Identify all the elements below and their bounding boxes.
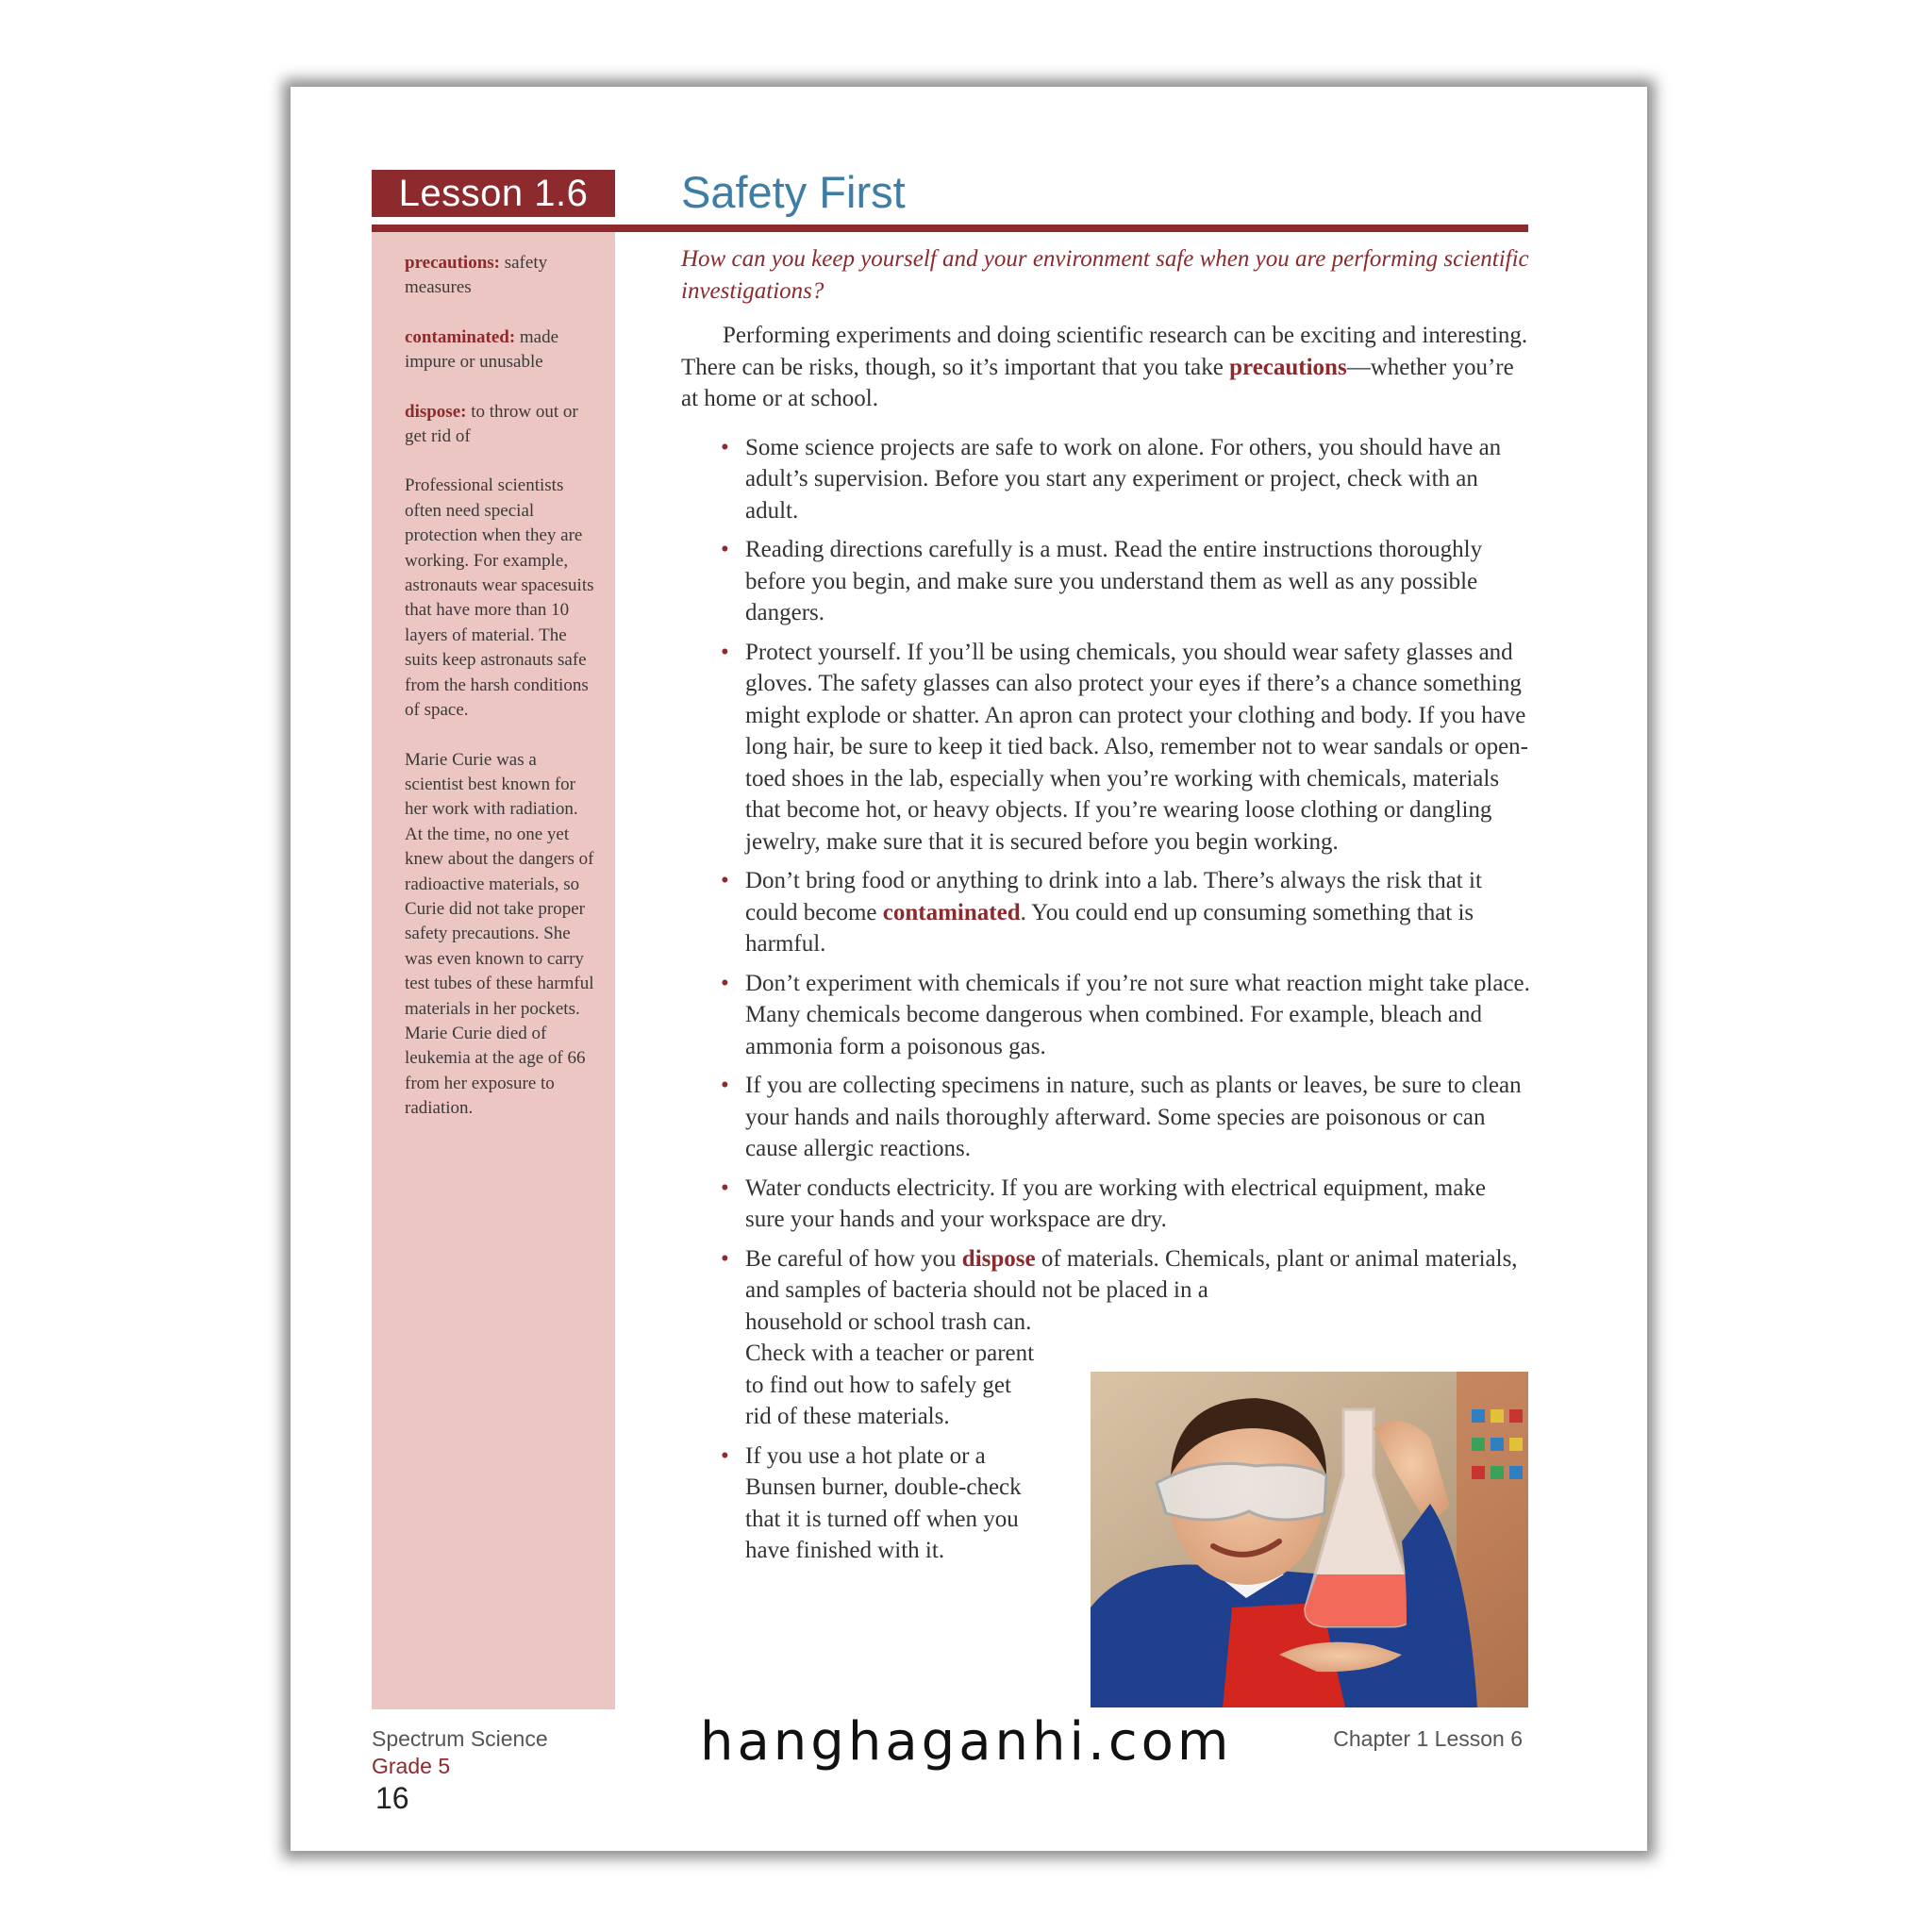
workbook-page <box>291 87 1647 1851</box>
list-item: • If you use a hot plate or a Bunsen burner, double-check that it is turned off when you have finished with it. <box>745 1441 1038 1567</box>
vocab-term: precautions <box>1229 354 1347 380</box>
list-item: • Don’t experiment with chemicals if you’re not sure what reaction might take place. Many chemicals become dangerous when combined. For example, bleach and ammonia form a poisonous gas. <box>745 968 1530 1063</box>
lesson-question: How can you keep yourself and your environment safe when you are performing scientific investigations? <box>681 246 1529 304</box>
definition-dispose <box>405 400 594 450</box>
page-number: 16 <box>375 1781 409 1815</box>
intro-paragraph <box>681 320 1530 415</box>
grade-label: Grade 5 <box>372 1754 451 1778</box>
list-item <box>745 865 1530 960</box>
definition-term: dispose: <box>405 401 467 422</box>
definition-text: safety measures <box>405 253 548 298</box>
vocabulary-sidebar <box>372 232 615 1709</box>
sidebar-note-astronauts: Professional scientists often need special protection when they are working. For example, astronauts wear spacesuits that have more than 10 layers of material. The suits keep astronauts safe from the harsh conditions of space. <box>405 475 594 721</box>
definition-term: precautions: <box>405 253 500 273</box>
definition-text: made impure or unusable <box>405 326 559 373</box>
title-rule <box>372 225 1528 232</box>
watermark-text: hanghaganhi.com <box>700 1711 1233 1773</box>
intro-text: Performing experiments and doing scientific research can be exciting and interesting. There can be risks, though, so it’s important that you take <box>681 323 1528 380</box>
list-item: • Reading directions carefully is a must. Read the entire instructions thoroughly before you begin, and make sure you understand them as well as any possible dangers. <box>745 534 1530 629</box>
definition-precautions <box>405 251 594 301</box>
sidebar-note-marie-curie: Marie Curie was a scientist best known for her work with radiation. At the time, no one yet knew about the dangers of radioactive materials, so Curie did not take proper safety precautions. She was even known to carry test tubes of these harmful materials in her pockets. Marie Curie died of leukemia at the age of 66 from her exposure to radiation. <box>405 749 594 1119</box>
publisher-label: Spectrum Science <box>372 1726 548 1751</box>
chapter-label: Chapter 1 Lesson 6 <box>1333 1726 1523 1751</box>
list-item-text: of materials. Chemicals, plant or animal materials, and samples of bacteria should not be placed in a <box>745 1245 1518 1303</box>
definition-contaminated <box>405 325 594 375</box>
lesson-badge: Lesson 1.6 <box>372 170 615 217</box>
vocab-term: dispose <box>961 1245 1036 1272</box>
list-item: • Protect yourself. If you’ll be using chemicals, you should wear safety glasses and gloves. The safety glasses can also protect your eyes if there’s a chance something might explode or shatter. An apron can protect your clothing and body. If you have long hair, be sure to keep it tied back. Also, remember not to wear sandals or open-toed shoes in the lab, especially when you’re working with chemicals, materials that become hot, or heavy objects. If you’re wearing loose clothing or dangling jewelry, make sure that it is secured before you begin working. <box>745 637 1530 858</box>
list-item-text: Be careful of how you <box>745 1245 962 1272</box>
list-item: • Water conducts electricity. If you are working with electrical equipment, make sure your hands and your workspace are dry. <box>745 1173 1530 1236</box>
definition-text: to throw out or get rid of <box>405 401 578 447</box>
intro-text: —whether you’re at home or at school. <box>681 354 1514 411</box>
definition-term: contaminated: <box>405 326 516 347</box>
page-title: Safety First <box>681 167 906 217</box>
list-item-text: Don’t bring food or anything to drink into a lab. There’s always the risk that it could become <box>745 868 1482 925</box>
student-lab-photo <box>1091 1372 1528 1707</box>
vocab-term: contaminated <box>882 899 1021 925</box>
list-item: • If you are collecting specimens in nature, such as plants or leaves, be sure to clean your hands and nails thoroughly afterward. Some species are poisonous or can cause allergic reactions. <box>745 1070 1530 1165</box>
list-item-text: . You could end up consuming something that is harmful. <box>745 899 1474 957</box>
list-item: • Some science projects are safe to work on alone. For others, you should have an adult’s supervision. Before you start any experiment or project, check with an adult. <box>745 432 1530 527</box>
list-item-text: household or school trash can. Check with a teacher or parent to find out how to safely get rid of these materials. <box>745 1308 1035 1429</box>
